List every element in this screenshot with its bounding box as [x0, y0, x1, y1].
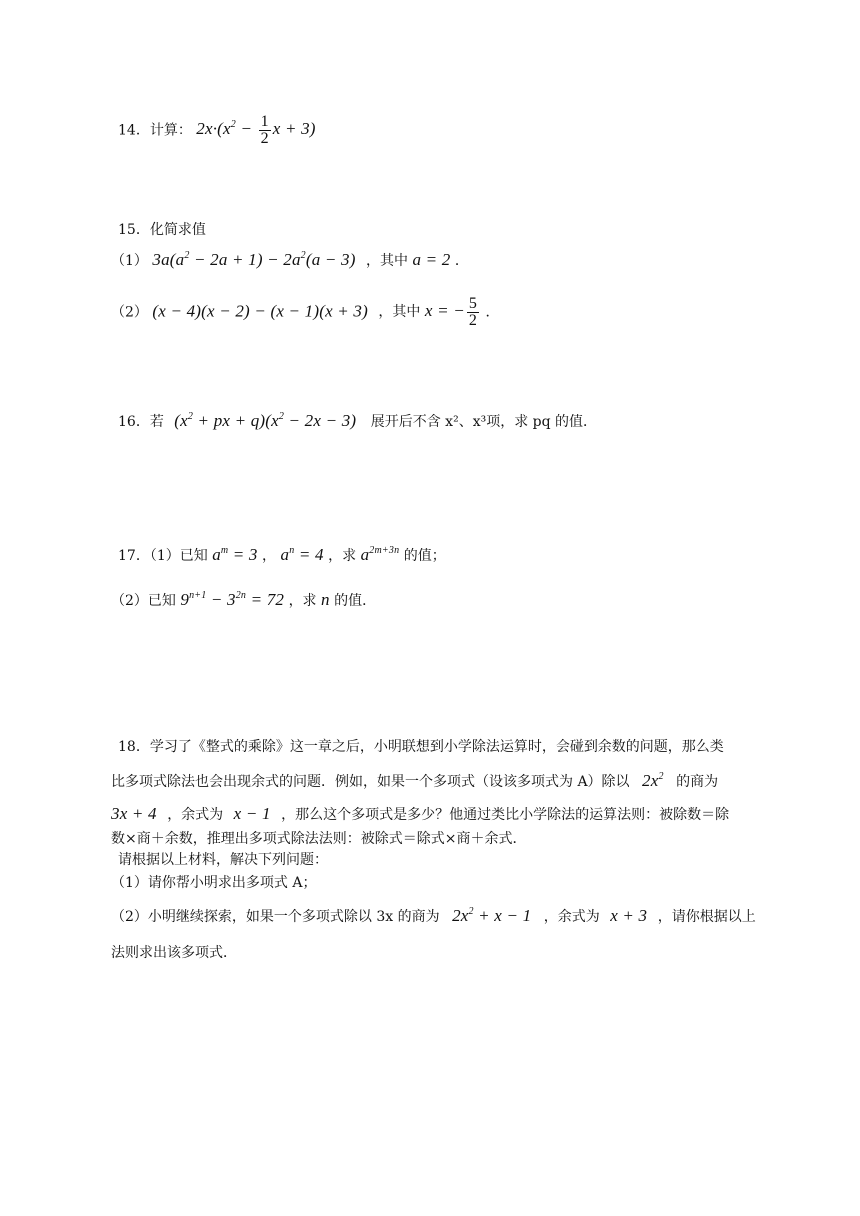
problem-15-1-condition: a = 2 — [412, 250, 451, 269]
problem-16 — [118, 411, 597, 432]
problem-18-line-3 — [111, 804, 729, 825]
separator: ， — [262, 548, 277, 564]
problem-16-label: 16．若 — [118, 414, 164, 430]
problem-18-line-5: 请根据以上材料，解决下列问题： — [118, 852, 328, 868]
ask-prefix: ，求 — [288, 593, 317, 609]
text: ，请你根据以上 — [657, 909, 756, 925]
text: 比多项式除法也会出现余式的问题．例如，如果一个多项式（设该多项式为 A）除以 — [111, 774, 630, 790]
problem-18-line-6: （1）请你帮小明求出多项式 A； — [111, 875, 317, 891]
problem-16-expression: ($x^2$ + px + $q)(x^2 - 2x - 3)$ — [174, 411, 357, 430]
ask-suffix: 的值． — [334, 593, 377, 609]
problem-18-line-7 — [111, 906, 756, 927]
problem-18-line-4: 数×商＋余数，推理出多项式除法法则：被除式＝除式×商＋余式． — [111, 831, 527, 847]
remainder-expression-2: x + 3 — [610, 906, 648, 925]
problem-14 — [118, 114, 316, 147]
text: 的商为 — [676, 774, 719, 790]
part-label: （2）已知 — [111, 593, 176, 609]
period: ． — [485, 304, 500, 321]
quotient-expression: 3x + 4 — [111, 804, 157, 823]
problem-15-part-2 — [111, 296, 500, 329]
fraction-one-half: $\frac{1}{2}$ — [260, 113, 269, 147]
condition-prefix: ，其中 — [378, 304, 421, 321]
problem-15-title: 15．化简求值 — [118, 222, 206, 238]
period: ． — [454, 253, 469, 269]
ask-prefix: ，求 — [328, 548, 357, 564]
text: ，余式为 — [543, 909, 600, 925]
variable-n: n — [321, 590, 330, 609]
problem-15-1-expression: $3a(a^2 - 2a + 1) - 2a^2(a - 3)$ — [152, 250, 356, 269]
ask-suffix: 的值； — [403, 548, 446, 564]
problem-17-part-2 — [111, 590, 376, 611]
quotient-expression-2: $2x^2 + x - 1$ — [452, 906, 532, 925]
text: ，余式为 — [167, 807, 224, 823]
problem-17-2-equation: $9^{n+1} - 3^{2n} = 72$ — [180, 590, 285, 609]
divisor-expression: $2x^2$ — [642, 771, 664, 790]
text: （2）小明继续探索，如果一个多项式除以 3x 的商为 — [111, 909, 440, 925]
problem-14-expression: $2x\cdot(x^2$ − $\frac{1}{2}$ x + 3) — [196, 113, 316, 147]
problem-17-label: 17．（1）已知 — [118, 548, 208, 564]
part-label: （1） — [111, 253, 148, 269]
problem-17-1-given-n: $a^n = 4$ — [280, 545, 324, 564]
problem-15-2-condition: x = − $\frac{5}{2}$ — [424, 295, 478, 329]
problem-18-line-8: 法则求出该多项式． — [111, 945, 237, 961]
text: ，那么这个多项式是多少？他通过类比小学除法的运算法则：被除数＝除 — [281, 807, 730, 823]
problem-15-2-expression: (x − 4)(x − 2) − (x − 1)(x + 3) — [152, 301, 368, 321]
problem-16-text: 展开后不含 x²、x³项，求 pq 的值． — [370, 414, 598, 430]
part-label: （2） — [111, 304, 148, 321]
condition-prefix: ，其中 — [366, 253, 409, 269]
problem-14-label: 14．计算： — [118, 122, 192, 139]
problem-17-part-1 — [118, 545, 446, 566]
problem-17-1-given-m: $a^m = 3$ — [212, 545, 258, 564]
problem-18-line-1: 18．学习了《整式的乘除》这一章之后，小明联想到小学除法运算时，会碰到余数的问题，那么类 — [118, 739, 724, 755]
problem-18-line-2 — [111, 771, 718, 792]
fraction-five-halves: $\frac{5}{2}$ — [468, 295, 478, 329]
problem-15-part-1 — [111, 250, 469, 271]
problem-17-1-target: $a^{2m+3n}$ — [360, 545, 400, 564]
remainder-expression: x − 1 — [233, 804, 271, 823]
